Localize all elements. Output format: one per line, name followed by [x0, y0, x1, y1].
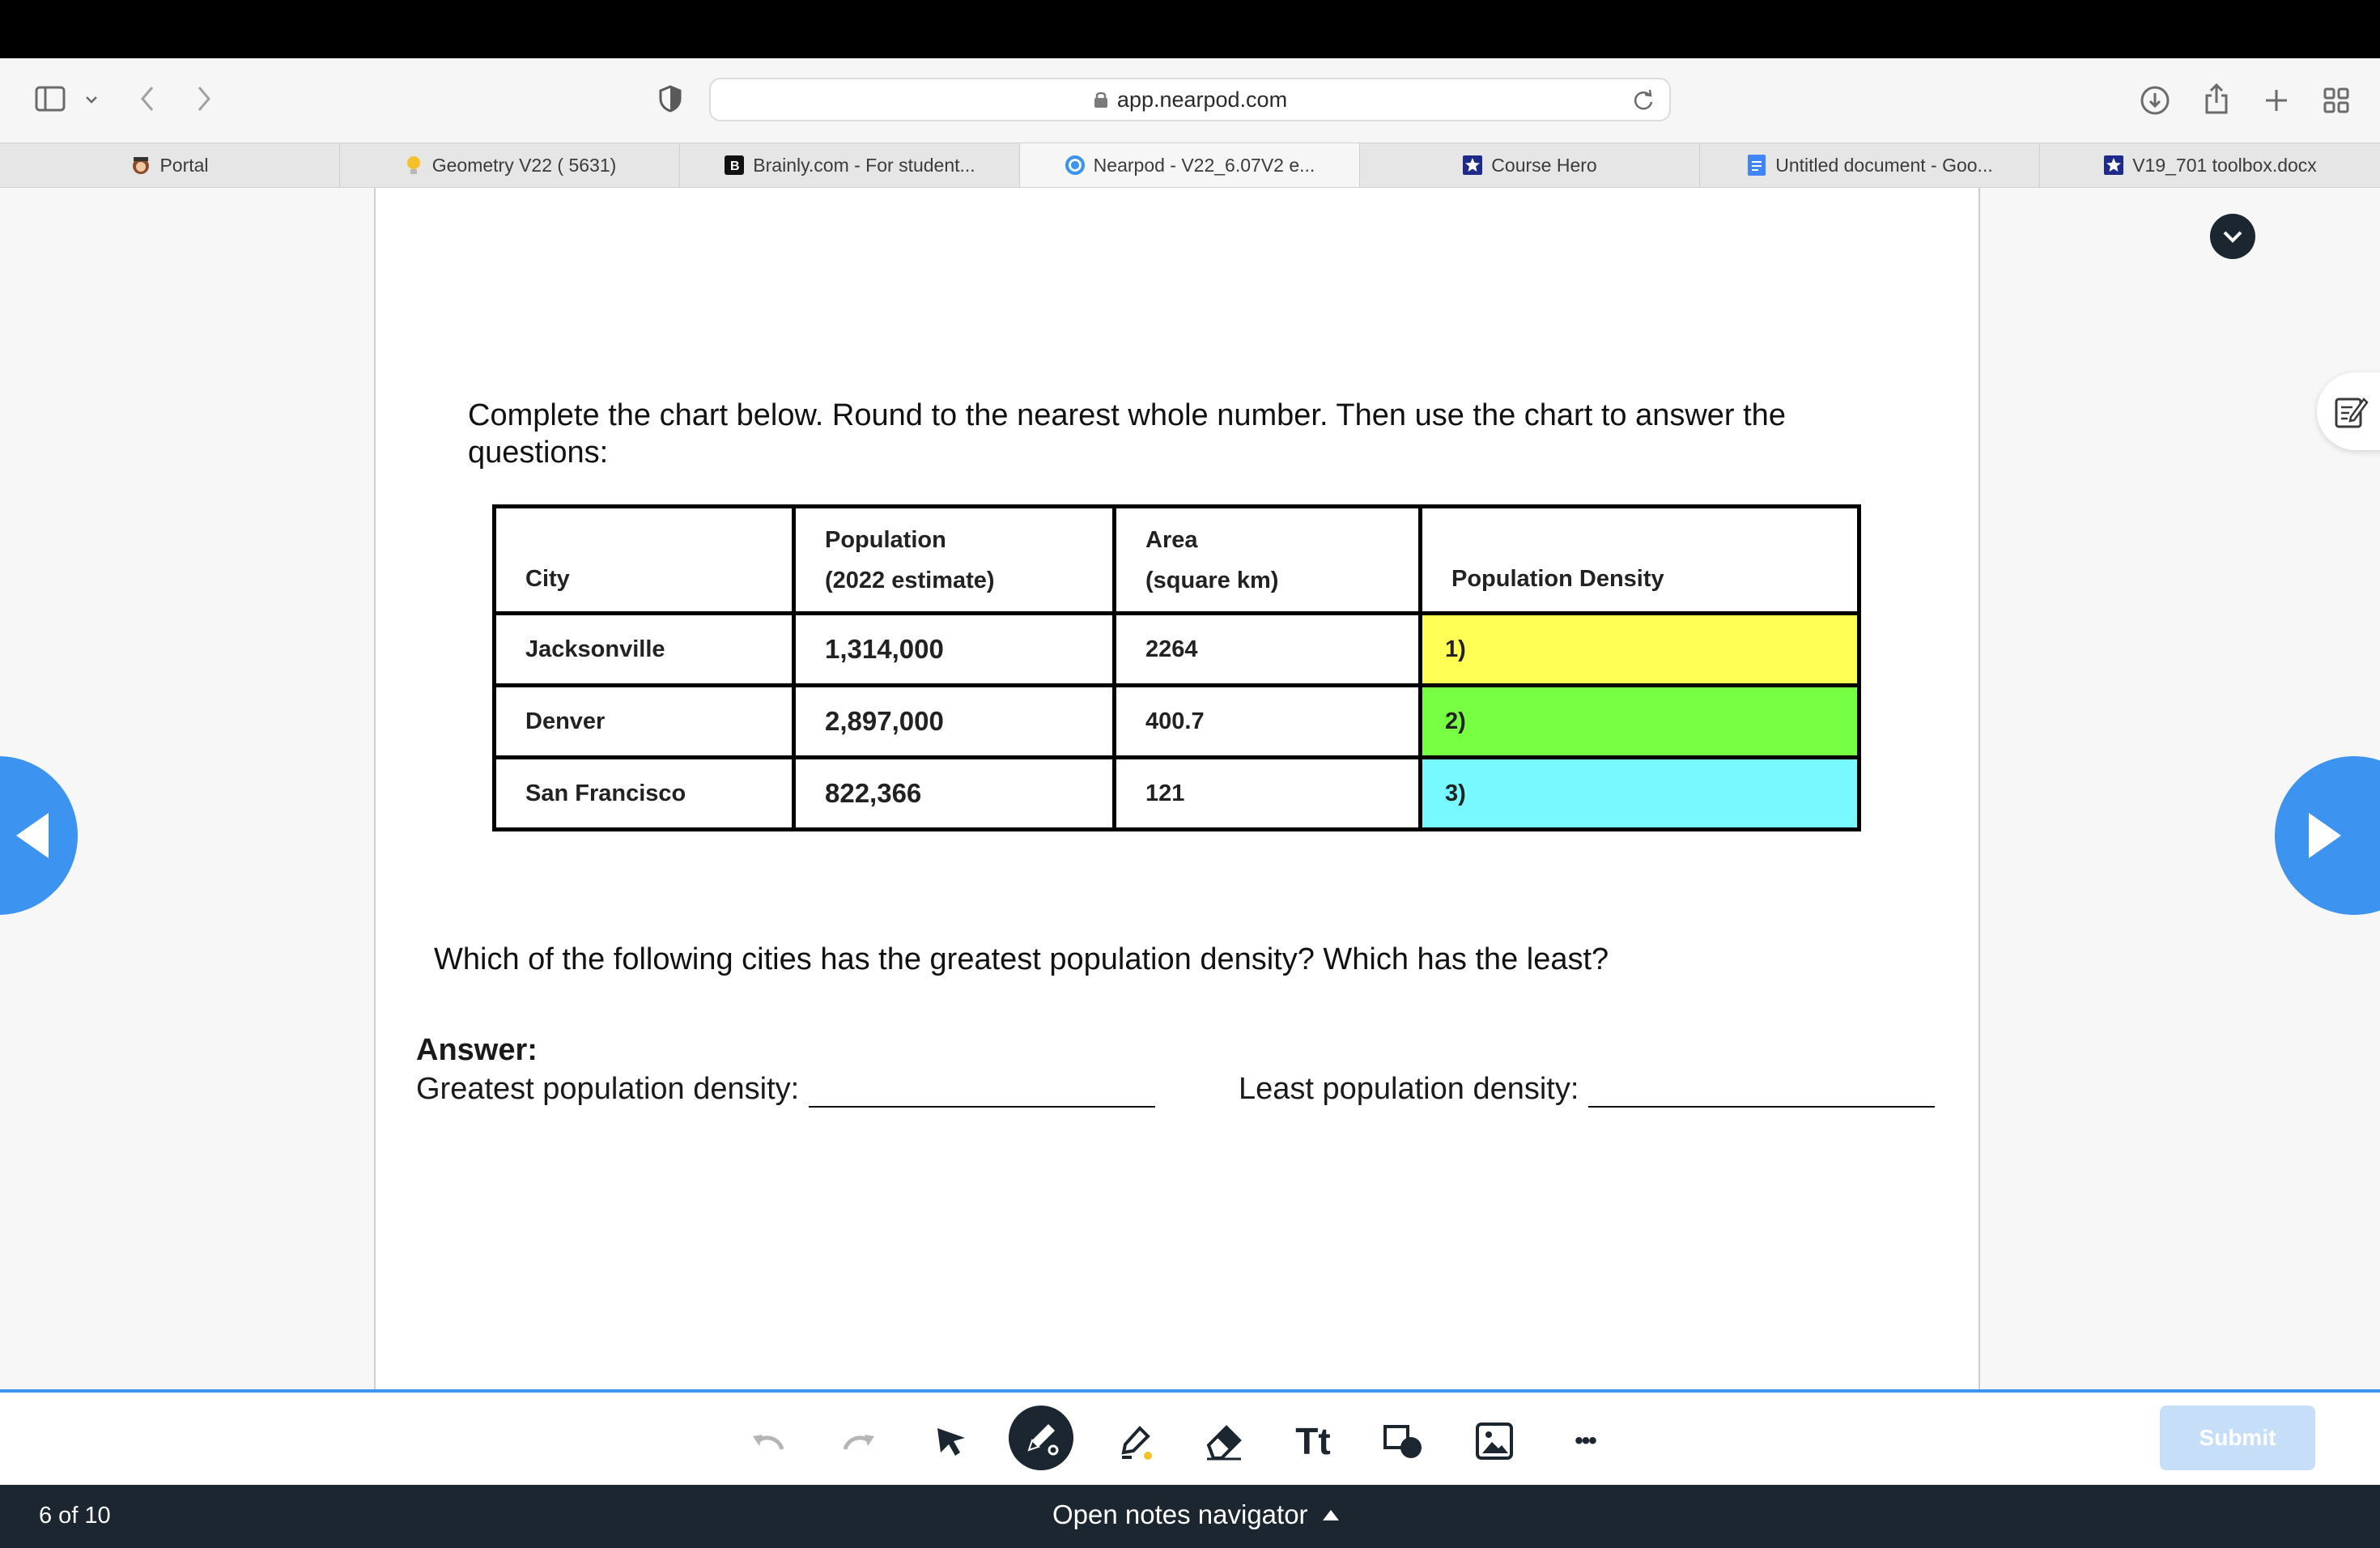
portal-icon — [130, 155, 151, 176]
answer-label: Answer: — [416, 1033, 538, 1067]
more-options-icon[interactable]: ••• — [1575, 1427, 1596, 1454]
header-area: Area (square km) — [1115, 507, 1421, 614]
star-icon — [2103, 155, 2124, 176]
open-notes-navigator[interactable] — [1052, 1499, 1341, 1530]
tab-overview-icon[interactable] — [2318, 83, 2354, 118]
back-icon[interactable] — [131, 83, 164, 115]
density-cell[interactable]: 3) — [1421, 758, 1859, 830]
tab-nearpod[interactable] — [1020, 143, 1360, 187]
forward-icon[interactable] — [188, 83, 220, 115]
greatest-label: Greatest population density: — [416, 1072, 800, 1106]
table-row — [495, 686, 1859, 758]
sidebar-icon[interactable] — [32, 83, 68, 115]
tab-toolbox[interactable] — [2040, 143, 2380, 187]
city-cell: San Francisco — [495, 758, 794, 830]
area-cell: 400.7 — [1115, 686, 1421, 758]
tab-bar — [0, 142, 2380, 188]
tab-label: V19_701 toolbox.docx — [2132, 154, 2317, 176]
table-row — [495, 758, 1859, 830]
tab-portal[interactable] — [0, 143, 340, 187]
tab-course-hero[interactable] — [1360, 143, 1700, 187]
population-table — [492, 504, 1861, 831]
tab-label: Nearpod - V22_6.07V2 e... — [1093, 154, 1315, 176]
tab-label: Brainly.com - For student... — [753, 154, 975, 176]
reload-icon[interactable] — [1632, 89, 1655, 112]
drawing-toolbar — [0, 1389, 2380, 1485]
header-population: Population (2022 estimate) — [794, 507, 1115, 614]
chevron-down-icon[interactable] — [79, 87, 104, 112]
instruction-text: Complete the chart below. Round to the nearest whole number. Then use the chart to answer the questions: — [468, 398, 1786, 470]
submit-button[interactable]: Submit — [2160, 1406, 2315, 1470]
download-icon[interactable] — [2137, 83, 2173, 118]
next-arrow-icon — [2309, 813, 2341, 858]
collapse-chevron-icon[interactable] — [2210, 214, 2255, 259]
eraser-icon[interactable] — [1193, 1410, 1255, 1472]
least-answer-line — [1239, 1070, 1935, 1108]
highlighter-icon[interactable] — [1104, 1410, 1166, 1472]
tab-label: Course Hero — [1491, 154, 1597, 176]
lock-icon — [1093, 90, 1109, 109]
area-cell: 2264 — [1115, 614, 1421, 686]
tab-label: Geometry V22 ( 5631) — [431, 154, 617, 176]
city-cell: Denver — [495, 686, 794, 758]
density-cell[interactable]: 2) — [1421, 686, 1859, 758]
pen-tool-icon[interactable] — [1009, 1406, 1073, 1470]
greatest-answer-blank[interactable] — [809, 1074, 1155, 1108]
privacy-shield-icon[interactable] — [654, 83, 686, 115]
shape-tool-icon[interactable] — [1373, 1410, 1434, 1472]
share-icon[interactable] — [2199, 79, 2234, 118]
nearpod-icon — [1065, 155, 1086, 176]
tab-brainly[interactable] — [680, 143, 1020, 187]
table-row — [495, 614, 1859, 686]
tab-label: Untitled document - Goo... — [1775, 154, 1993, 176]
page-count: 6 of 10 — [39, 1503, 111, 1529]
header-density: Population Density — [1421, 507, 1859, 614]
star-icon — [1462, 155, 1483, 176]
question-text: Which of the following cities has the greatest population density? Which has the least? — [434, 942, 1609, 976]
new-tab-icon[interactable] — [2259, 83, 2294, 118]
redo-icon[interactable] — [827, 1410, 889, 1472]
table-header-row — [495, 507, 1859, 614]
docs-icon — [1746, 155, 1767, 176]
population-cell: 2,897,000 — [794, 686, 1115, 758]
footer-bar — [0, 1485, 2380, 1548]
tab-geometry[interactable] — [340, 143, 680, 187]
lightbulb-icon — [403, 155, 424, 176]
text-tool[interactable]: Tt — [1295, 1420, 1331, 1462]
header-city: City — [495, 507, 794, 614]
least-answer-blank[interactable] — [1588, 1074, 1935, 1108]
svg-text:B: B — [730, 159, 740, 173]
select-pointer-icon[interactable] — [920, 1410, 981, 1472]
brainly-icon — [724, 155, 745, 176]
undo-icon[interactable] — [738, 1410, 800, 1472]
tab-label: Portal — [159, 154, 209, 176]
top-bezel — [0, 0, 2380, 58]
address-bar[interactable] — [709, 78, 1671, 121]
least-label: Least population density: — [1239, 1072, 1579, 1106]
population-cell: 1,314,000 — [794, 614, 1115, 686]
area-cell: 121 — [1115, 758, 1421, 830]
previous-arrow-icon — [16, 813, 49, 858]
greatest-answer-line — [416, 1070, 1155, 1108]
notes-navigator-label: Open notes navigator — [1052, 1499, 1308, 1529]
image-tool-icon[interactable] — [1464, 1410, 1525, 1472]
tab-untitled-document[interactable] — [1700, 143, 2040, 187]
caret-up-icon — [1321, 1508, 1341, 1522]
population-cell: 822,366 — [794, 758, 1115, 830]
url-text: app.nearpod.com — [1116, 87, 1288, 112]
density-cell[interactable]: 1) — [1421, 614, 1859, 686]
city-cell: Jacksonville — [495, 614, 794, 686]
